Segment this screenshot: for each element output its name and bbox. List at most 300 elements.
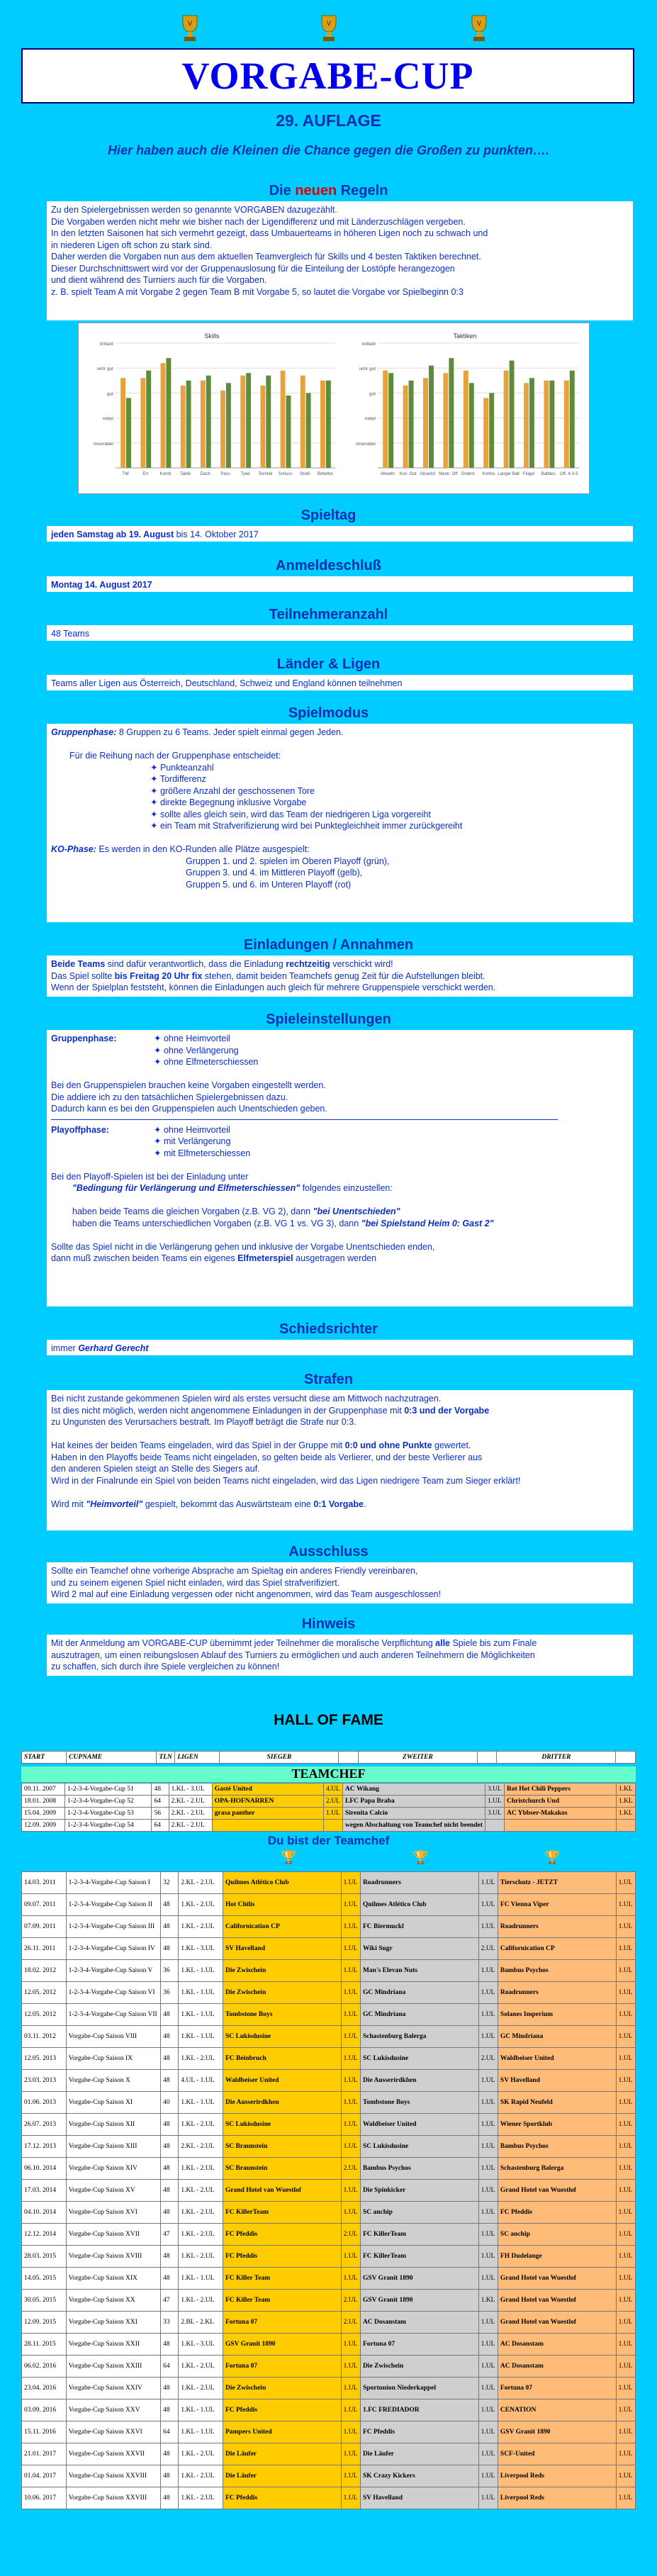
hof-cell: 1.KL - 2.UL	[179, 2465, 223, 2487]
bar	[246, 373, 251, 468]
hof-cell: 1.UL	[616, 1916, 635, 1938]
hof-cell: 15.11. 2016	[22, 2421, 67, 2443]
regeln-heading: Die neuen Regeln	[269, 183, 388, 198]
hof-cell: 28.11. 2015	[22, 2334, 67, 2356]
hof-cell: Vorgabe-Cup Saison XII	[66, 2114, 160, 2136]
hof-cell: 1.UL	[478, 1916, 498, 1938]
x-tick-label: Tpiel	[240, 472, 250, 476]
bar	[281, 371, 286, 468]
hof-cell: 1.UL	[341, 2202, 360, 2224]
x-tick-label: Kon. Out	[399, 472, 417, 476]
regeln-line: Die Vorgaben werden nicht mehr wie bisher nach der Ligendifferenz und mit Länderzuschlägen vergeben.	[51, 216, 466, 227]
hof-cell: Die Zwischein	[223, 2378, 341, 2399]
bar	[320, 381, 325, 468]
hof-cell: AC Ybbser-Makakos	[504, 1808, 616, 1820]
bar	[570, 371, 575, 468]
einstellungen-box: Gruppenphase: ✦ ohne Heimvorteil ✦ ohne Verlängerung ✦ ohne Elfmeterschiessen Bei den Gruppenspielen brauchen keine Vorgaben eingestellt werden. Die addiere ich zu den tatsächlichen Spielergebnissen dazu. Dadurch kann es bei den Gruppenspielen auch Unentschieden geben. Playoffphase: ✦ ohne Heimvorteil ✦ mit Verlängerung ✦ mit Elfmeterschiessen Bei den Playoff-Spielen ist bei der Einladung unter "Bedingung für Verlängerung und Elfmeterschiessen" folgendes einzustellen: haben beide Teams die gleichen Vorgaben (z.B. VG 2), dann "bei Unentschieden" haben die Teams unterschiedlichen Vorgaben (z.B. VG 1 vs. VG 3), dann "bei Spielstand Heim 0: Gast 2" Sollte das Spiel nicht in die Verlängerung gehen und inklusive der Vorgabe Unentschieden enden, dann muß zwischen beiden Teams ein eigenes Elfmeterspiel ausgetragen werden	[47, 1030, 633, 1306]
y-tick-label: brillant	[361, 342, 376, 347]
hof-cell: FC Pfeddis	[360, 2421, 478, 2443]
hof-cell: 09.07. 2011	[22, 1894, 67, 1916]
x-tick-label: Ballbes.	[541, 472, 557, 476]
hof-cell: GSV Granit 1890	[498, 2421, 616, 2443]
hof-cell: Quilmes Atlético Club	[360, 1894, 478, 1916]
hof-cell: FC Biermuckl	[360, 1916, 478, 1938]
hof-cell: SV Havelland	[223, 1938, 341, 1960]
hof-cell: 1.UL	[478, 2180, 498, 2202]
bar	[181, 386, 186, 468]
hof-cell: 1.UL	[616, 2268, 635, 2290]
hof-cell: 3.UL	[485, 1783, 505, 1796]
hof-cell: 1.UL	[478, 2158, 498, 2180]
bar	[326, 381, 331, 468]
hof-cell: 18.02. 2012	[22, 1960, 67, 1982]
hof-cell	[616, 1820, 635, 1832]
hof-cell: 1.UL	[478, 2487, 498, 2509]
kriterium-item: ✦ Tordifferenz	[150, 774, 206, 784]
kriterium-item: ✦ sollte alles gleich sein, wird das Team der niedrigeren Liga vorgereiht	[150, 809, 431, 819]
hof-cell: 48	[161, 2443, 179, 2465]
hof-cell: Tombstone Boys	[223, 2004, 341, 2026]
hof-row	[22, 1916, 636, 1938]
bar	[201, 381, 206, 468]
svg-text:V: V	[326, 21, 332, 28]
hof-cell: 1.UL	[616, 2290, 635, 2312]
hof-cell: 1.KL - 2.UL	[179, 1894, 223, 1916]
hof-cell: 48	[161, 1938, 179, 1960]
hof-cell: SC Lukisdusine	[360, 2048, 478, 2070]
hof-cell: 06.10. 2014	[22, 2158, 67, 2180]
hof-cell: Bambus Psychos	[498, 1960, 616, 1982]
bar	[166, 358, 171, 468]
hof-cell: 1.KL - 2.UL	[179, 2443, 223, 2465]
hof-cell: Vorgabe-Cup Saison X	[66, 2070, 160, 2092]
einladungen-heading: Einladungen / Annahmen	[243, 937, 414, 953]
x-tick-label: Strafr.	[299, 472, 311, 476]
hof-cell: 1.UL	[616, 1938, 635, 1960]
trophy-row	[0, 1850, 657, 1867]
hof-cell	[485, 1820, 505, 1832]
hof-cell: Vorgabe-Cup Saison IX	[66, 2048, 160, 2070]
hof-cell: Vorgabe-Cup Saison XXV	[66, 2399, 160, 2421]
hof-cell: 36	[161, 1982, 179, 2004]
hof-row	[22, 2334, 636, 2356]
hof-row	[22, 2268, 636, 2290]
trophy-icon: 🏆	[544, 1850, 561, 1864]
bar	[301, 376, 305, 468]
hof-cell: 1.FC FREDIADOR	[360, 2399, 478, 2421]
modus-box	[47, 724, 633, 922]
hof-cell: Grand Hotel van Wuestlof	[498, 2180, 616, 2202]
hof-cell: 28.03. 2015	[22, 2246, 67, 2268]
y-tick-label: mittel	[364, 416, 376, 422]
hof-cell: 23.04. 2016	[22, 2378, 67, 2399]
hof-cell: 1.UL	[341, 2070, 360, 2092]
einladungen-box: Beide Teams sind dafür verantwortlich, dass die Einladung rechtzeitig verschickt wird! Das Spiel sollte bis Freitag 20 Uhr fix stehen, damit beiden Teamchefs genug Zeit für die Aufstellungen bleibt. Wenn der Spielplan feststeht, können die Einladungen auch gleich für mehrere Gruppenspiele verschickt werden.	[47, 956, 633, 997]
hof-row	[22, 2378, 636, 2399]
hof-row	[22, 2356, 636, 2378]
hof-cell: 1.UL	[478, 2356, 498, 2378]
y-tick-label: miserabel	[93, 441, 113, 447]
hof-cell: GC Mindriana	[360, 2004, 478, 2026]
hof-cell: 1.UL	[478, 2268, 498, 2290]
hof-cell: grasa panther	[212, 1808, 323, 1820]
hof-cell: Pampers United	[223, 2421, 341, 2443]
hof-cell: Grand Hotel van Wuestlof	[498, 2268, 616, 2290]
x-tick-label: Betteltor	[317, 472, 334, 476]
hof-cell: FC Beinbruch	[223, 2048, 341, 2070]
regeln-line: in niederen Ligen oft schon zu stark sind.	[51, 240, 213, 250]
hof-cell: 1.KL - 2.UL	[179, 2048, 223, 2070]
hof-cell: OPA-HOFNARREN	[212, 1796, 323, 1808]
bar	[443, 373, 448, 468]
hof-row	[22, 2246, 636, 2268]
regeln-line: In den letzten Saisonen hat sich vermehrt gezeigt, dass Umbauerteams in höheren Ligen noch zu schwach und	[51, 228, 488, 238]
hof-cell: 14.05. 2015	[22, 2268, 67, 2290]
hof-cell: 1.UL	[341, 2268, 360, 2290]
bar	[206, 376, 211, 468]
hof-cell: SC anchip	[498, 2224, 616, 2246]
hof-cell: Bambus Psychos	[360, 2158, 478, 2180]
hof-cell: 2.UL	[478, 1938, 498, 1960]
hof-cell: 1.UL	[478, 2136, 498, 2158]
hof-row	[22, 2487, 636, 2509]
hof-cell: Vorgabe-Cup Saison XXVI	[66, 2421, 160, 2443]
hof-cell: 1.UL	[341, 2136, 360, 2158]
strafen-box: Bei nicht zustande gekommenen Spielen wird als erstes versucht diese am Mittwoch nachzutragen. Ist dies nicht möglich, werden nicht angenommene Einladungen in der Gruppenphase mit 0:3 und der Vorgabe zu Ungunsten des Verursachers bestraft. Im Playoff beträgt die Strafe nur 0:3. Hat keines der beiden Teams eingeladen, wird das Spiel in der Gruppe mit 0:0 und ohne Punkte gewertet. Haben in den Playoffs beide Teams nicht eingeladen, so gelten beide als Verlierer, und der beste Verlierer aus den anderen Spielen steigt an Stelle des Siegers auf. Wird in der Finalrunde ein Spiel von beiden Teams nicht eingeladen, wird das Ligen niedrigere Team zum Sieger erklärt! Wird mit "Heimvorteil" gespielt, bekommt das Auswärtsteam eine 0:1 Vorgabe.	[47, 1390, 633, 1530]
teamchef-table	[21, 1783, 636, 1832]
hof-cell: Fortuna 07	[360, 2334, 478, 2356]
trophy-icon: 🏆	[281, 1850, 297, 1864]
bar	[161, 363, 166, 468]
hof-cell: 48	[161, 2246, 179, 2268]
hof-cell: 48	[161, 2399, 179, 2421]
hof-cell: 4.UL - 1.UL	[179, 2070, 223, 2092]
hof-cell: GSV Granit 1890	[223, 2334, 341, 2356]
bar	[266, 376, 271, 468]
hof-cell: SC Lukisdusine	[223, 2026, 341, 2048]
hof-cell: 1.UL	[341, 2092, 360, 2114]
hof-cell: Vorgabe-Cup Saison XXII	[66, 2334, 160, 2356]
hof-cell: LFC Papa Braba	[343, 1796, 485, 1808]
y-tick-label: gut	[369, 391, 376, 397]
x-tick-label: Abwehr	[381, 472, 395, 476]
hinweis-heading: Hinweis	[301, 1616, 356, 1632]
bar	[286, 396, 291, 468]
hof-cell: 1.UL	[616, 1894, 635, 1916]
hof-cell: 48	[161, 2268, 179, 2290]
laender-box	[47, 675, 633, 690]
hof-cell: Vorgabe-Cup Saison XVII	[66, 2224, 160, 2246]
kriterium-item: ✦ größere Anzahl der geschossenen Tore	[150, 785, 315, 796]
hof-cell: 2.KL - 2.UL	[179, 1872, 223, 1894]
hof-cell: Vorgabe-Cup Saison XXVII	[66, 2443, 160, 2465]
hof-cell: 1.UL	[616, 2378, 635, 2399]
bar	[409, 381, 414, 468]
hof-cell: 18.01. 2008	[22, 1796, 65, 1808]
hof-cell: Roadrunners	[498, 1916, 616, 1938]
x-tick-label: TW	[122, 472, 129, 476]
hof-cell: 1.UL	[478, 2399, 498, 2421]
hof-cell: 04.10. 2014	[22, 2202, 67, 2224]
schiri-box: immer Gerhard Gerecht	[47, 1340, 633, 1355]
hof-cell: 48	[161, 2070, 179, 2092]
hof-row	[22, 2136, 636, 2158]
bar	[549, 381, 554, 468]
bar	[126, 398, 131, 468]
hof-cell: 48	[161, 2114, 179, 2136]
hof-cell: 48	[161, 2487, 179, 2509]
hof-cell: 1.KL - 1.UL	[179, 2004, 223, 2026]
hof-cell: 1.KL - 1.UL	[179, 2092, 223, 2114]
hof-cell: 1.KL	[478, 2290, 498, 2312]
bar	[529, 378, 534, 468]
hof-cell: 1.UL	[341, 2026, 360, 2048]
hof-cell: 30.05. 2015	[22, 2290, 67, 2312]
x-tick-label: Taktik	[179, 472, 191, 476]
hof-cell: 1.UL	[616, 2246, 635, 2268]
hof-row	[22, 2443, 636, 2465]
reihung-text: Für die Reihung nach der Gruppenphase entscheidet:	[69, 751, 281, 761]
bar	[146, 371, 151, 468]
bar	[524, 383, 529, 468]
hof-cell: Tierschutz - JETZT	[498, 1872, 616, 1894]
hof-cell: Die Ausserirdkhen	[360, 2070, 478, 2092]
hof-row	[22, 2180, 636, 2202]
hof-cell: Die Zwischein	[223, 1960, 341, 1982]
hof-cell: 1.UL	[341, 2114, 360, 2136]
hof-cell: 1.UL	[616, 2136, 635, 2158]
spieltag-date: jeden Samstag ab 19. August	[51, 530, 174, 539]
hof-cell: 48	[161, 1916, 179, 1938]
hof-cell: 36	[161, 1960, 179, 1982]
strafen-heading: Strafen	[304, 1372, 353, 1387]
hof-cell: 1.KL - 3.UL	[179, 2334, 223, 2356]
anmelde-heading: Anmeldeschluß	[276, 558, 381, 573]
hof-cell: 1.UL	[478, 2070, 498, 2092]
hinweis-box: Mit der Anmeldung am VORGABE-CUP übernimmt jeder Teilnehmer die moralische Verpflichtung alle Spiele bis zum Finale auszutragen, um einen reibungslosen Ablauf des Turniers zu ermöglichen und auch anderen Teilnehmern die Möglichkeiten zu schaffen, sich durch ihre Spiele vergleichen zu können!	[47, 1635, 633, 1676]
hof-row	[22, 1872, 636, 1894]
laender-text: Teams aller Ligen aus Österreich, Deutschland, Schweiz und England können teilnehmen	[51, 678, 403, 688]
hof-cell: 48	[161, 2136, 179, 2158]
hof-cell: 1-2-3-4-Vorgabe-Cup 53	[64, 1808, 152, 1820]
hof-cell: Vorgabe-Cup Saison XXVIII	[66, 2487, 160, 2509]
hof-cell: 10.06. 2017	[22, 2487, 67, 2509]
hof-cell: Bambus Psychos	[498, 2136, 616, 2158]
hof-cell: Quilmes Atlético Club	[223, 1872, 341, 1894]
hof-cell: 1.UL	[478, 2224, 498, 2246]
hof-cell: 1.UL	[341, 2399, 360, 2421]
hof-cell: 1.UL	[341, 1916, 360, 1938]
hof-cell: Die Läufer	[223, 2443, 341, 2465]
hof-cell: Vorgabe-Cup Saison XVIII	[66, 2246, 160, 2268]
hof-cell: 2.UL	[341, 2158, 360, 2180]
hof-cell: 07.09. 2011	[22, 1916, 67, 1938]
hof-cell: 48	[161, 2004, 179, 2026]
hof-cell: SK Crazy Kickers	[360, 2465, 478, 2487]
trophy-icon	[468, 13, 490, 44]
hof-row	[22, 2026, 636, 2048]
hof-cell: FC Pfeddis	[498, 2202, 616, 2224]
hof-cell: 1.KL - 1.UL	[179, 2421, 223, 2443]
bar	[220, 391, 225, 468]
hof-cell: 1.KL - 2.UL	[179, 2180, 223, 2202]
teamchef-heading: TEAMCHEF	[21, 1766, 636, 1782]
hof-cell: Vorgabe-Cup Saison XXI	[66, 2312, 160, 2334]
hof-cell: 1.UL	[616, 2004, 635, 2026]
modus-heading: Spielmodus	[288, 705, 369, 721]
title-box	[21, 48, 634, 103]
hof-cell	[504, 1820, 616, 1832]
hof-cell: 1.UL	[478, 1872, 498, 1894]
hof-cell: 1.UL	[616, 2026, 635, 2048]
bar	[383, 371, 388, 468]
hof-cell: Vorgabe-Cup Saison XIV	[66, 2158, 160, 2180]
page-title: VORGABE-CUP	[181, 55, 474, 97]
hof-cell: 03.09. 2016	[22, 2399, 67, 2421]
x-tick-label: Langer Ball	[498, 472, 520, 476]
hof-cell: 26.07. 2013	[22, 2114, 67, 2136]
ko-line: Gruppen 1. und 2. spielen im Oberen Playoff (grün),	[186, 856, 390, 866]
hof-cell: 1.UL	[478, 1982, 498, 2004]
hof-cell: 06.02. 2016	[22, 2356, 67, 2378]
hof-cell: 1.UL	[341, 1872, 360, 1894]
hof-cell: 48	[161, 2026, 179, 2048]
hof-cell: Vorgabe-Cup Saison XIII	[66, 2136, 160, 2158]
hof-cell: 1.UL	[616, 2158, 635, 2180]
hof-cell: FC Pfeddis	[223, 2224, 341, 2246]
hof-cell: Roadrunners	[498, 1982, 616, 2004]
hof-cell: 1.UL	[341, 1938, 360, 1960]
hof-cell: 48	[161, 2465, 179, 2487]
hof-cell: 1.KL - 1.UL	[179, 1982, 223, 2004]
bar	[240, 376, 245, 468]
hof-cell: FC Killer Team	[223, 2290, 341, 2312]
hof-row	[22, 1820, 636, 1832]
hof-cell: 1-2-3-4-Vorgabe-Cup Saison I	[66, 1872, 160, 1894]
hof-cell: 1.UL	[478, 2114, 498, 2136]
hof-cell: 40	[161, 2092, 179, 2114]
hof-cell: 2.KL - 2.UL	[169, 1808, 212, 1820]
schiri-name: Gerhard Gerecht	[78, 1343, 149, 1353]
bar	[140, 378, 145, 468]
bar	[260, 386, 265, 468]
hof-cell: AC Dosanstam	[498, 2334, 616, 2356]
spieltag-heading: Spieltag	[301, 508, 356, 523]
hof-cell: 1.UL	[616, 2356, 635, 2378]
chart-title: Taktiken	[453, 332, 477, 340]
hof-cell: 1.UL	[341, 2334, 360, 2356]
hof-cell: Fortuna 07	[223, 2312, 341, 2334]
hof-cell: 4.UL	[324, 1783, 343, 1796]
spieltag-box	[47, 526, 633, 542]
hof-cell: 1.UL	[341, 2443, 360, 2465]
hof-cell: 1.UL	[616, 1960, 635, 1982]
hof-cell: 1-2-3-4-Vorgabe-Cup Saison VII	[66, 2004, 160, 2026]
hof-cell: SV Havelland	[498, 2070, 616, 2092]
hof-cell: 1.UL	[341, 2465, 360, 2487]
hof-cell: 1.UL	[341, 2004, 360, 2026]
bar	[464, 371, 468, 468]
hof-cell: 1.UL	[341, 2421, 360, 2443]
hof-cell: 1.KL - 2.UL	[179, 2114, 223, 2136]
hof-cell: 1.KL - 2.UL	[179, 2246, 223, 2268]
hof-cell: 12.05. 2012	[22, 2004, 67, 2026]
hof-row	[22, 2290, 636, 2312]
hof-cell: Waldbeiser United	[498, 2048, 616, 2070]
hof-cell: 1.KL - 2.UL	[179, 2290, 223, 2312]
y-tick-label: miserabel	[355, 441, 376, 447]
teilnehmer-heading: Teilnehmeranzahl	[269, 607, 388, 622]
hof-row	[22, 2048, 636, 2070]
hof-cell: Gasté United	[212, 1783, 323, 1796]
y-tick-label: gut	[106, 391, 113, 397]
hof-cell: 2.BL - 2.KL	[179, 2312, 223, 2334]
hof-cell: FC Pfeddis	[223, 2246, 341, 2268]
hof-cell: Tombstone Boys	[360, 2092, 478, 2114]
hof-cell: 15.04. 2009	[22, 1808, 65, 1820]
ko-line: Gruppen 3. und 4. im Mittleren Playoff (gelb),	[186, 868, 363, 878]
hof-cell: Die Läufer	[223, 2465, 341, 2487]
hof-cell: 1.KL - 2.UL	[179, 2356, 223, 2378]
hof-cell: Vorgabe-Cup Saison VIII	[66, 2026, 160, 2048]
y-tick-label: mittel	[102, 416, 113, 422]
hof-cell: 1.UL	[478, 1960, 498, 1982]
playoff-label: Playoffphase:	[51, 1124, 109, 1135]
hof-cell: 1.UL	[478, 2421, 498, 2443]
bar	[564, 381, 569, 468]
hof-row	[22, 2202, 636, 2224]
hof-row	[22, 2114, 636, 2136]
hof-cell: 1-2-3-4-Vorgabe-Cup Saison V	[66, 1960, 160, 1982]
hof-row	[22, 2224, 636, 2246]
hof-cell: 1.UL	[341, 2356, 360, 2378]
hof-cell: 1.UL	[616, 2048, 635, 2070]
hof-cell: 1.KL	[616, 1808, 635, 1820]
hof-cell: 1-2-3-4-Vorgabe-Cup Saison VI	[66, 1982, 160, 2004]
regeln-box	[47, 201, 633, 320]
hof-cell: Solanes Imperium	[498, 2004, 616, 2026]
hof-cell: 2.KL - 2.UL	[179, 2136, 223, 2158]
teilnehmer-box	[47, 625, 633, 641]
hof-cell: 1.UL	[616, 2399, 635, 2421]
hof-cell: 1.KL - 1.UL	[179, 2268, 223, 2290]
hof-cell: 1.KL - 2.UL	[179, 2202, 223, 2224]
trophy-icon: 🏆	[412, 1850, 429, 1864]
hof-cell: 12.09. 2015	[22, 2312, 67, 2334]
x-tick-label: Kontra	[482, 472, 495, 476]
bar	[388, 373, 393, 468]
hof-cell: 1.UL	[616, 2487, 635, 2509]
hof-cell: Fortuna 07	[223, 2356, 341, 2378]
ko-line: Gruppen 5. und 6. im Unteren Playoff (rot)	[186, 879, 352, 890]
skills-chart	[84, 329, 339, 486]
hof-cell: 1.UL	[478, 1894, 498, 1916]
schiri-heading: Schiedsrichter	[279, 1321, 378, 1337]
hof-cell: 01.04. 2017	[22, 2465, 67, 2487]
x-tick-label: Off. 4-3-3	[560, 472, 578, 476]
hof-cell: Hot Chilis	[223, 1894, 341, 1916]
hof-cell: 1.UL	[341, 1982, 360, 2004]
hof-cell: Grand Hotel van Wuestlof	[498, 2312, 616, 2334]
x-tick-label: Technik	[258, 472, 273, 476]
hof-cell: GSV Granit 1890	[360, 2268, 478, 2290]
hof-cell: 1.UL	[478, 2312, 498, 2334]
regeln-line: und dient während des Turniers auch für die Vorgaben.	[51, 275, 267, 285]
hof-cell: CENATION	[498, 2399, 616, 2421]
hof-cell: FC KillerTeam	[223, 2202, 341, 2224]
bar	[469, 383, 474, 468]
hof-row	[22, 1982, 636, 2004]
